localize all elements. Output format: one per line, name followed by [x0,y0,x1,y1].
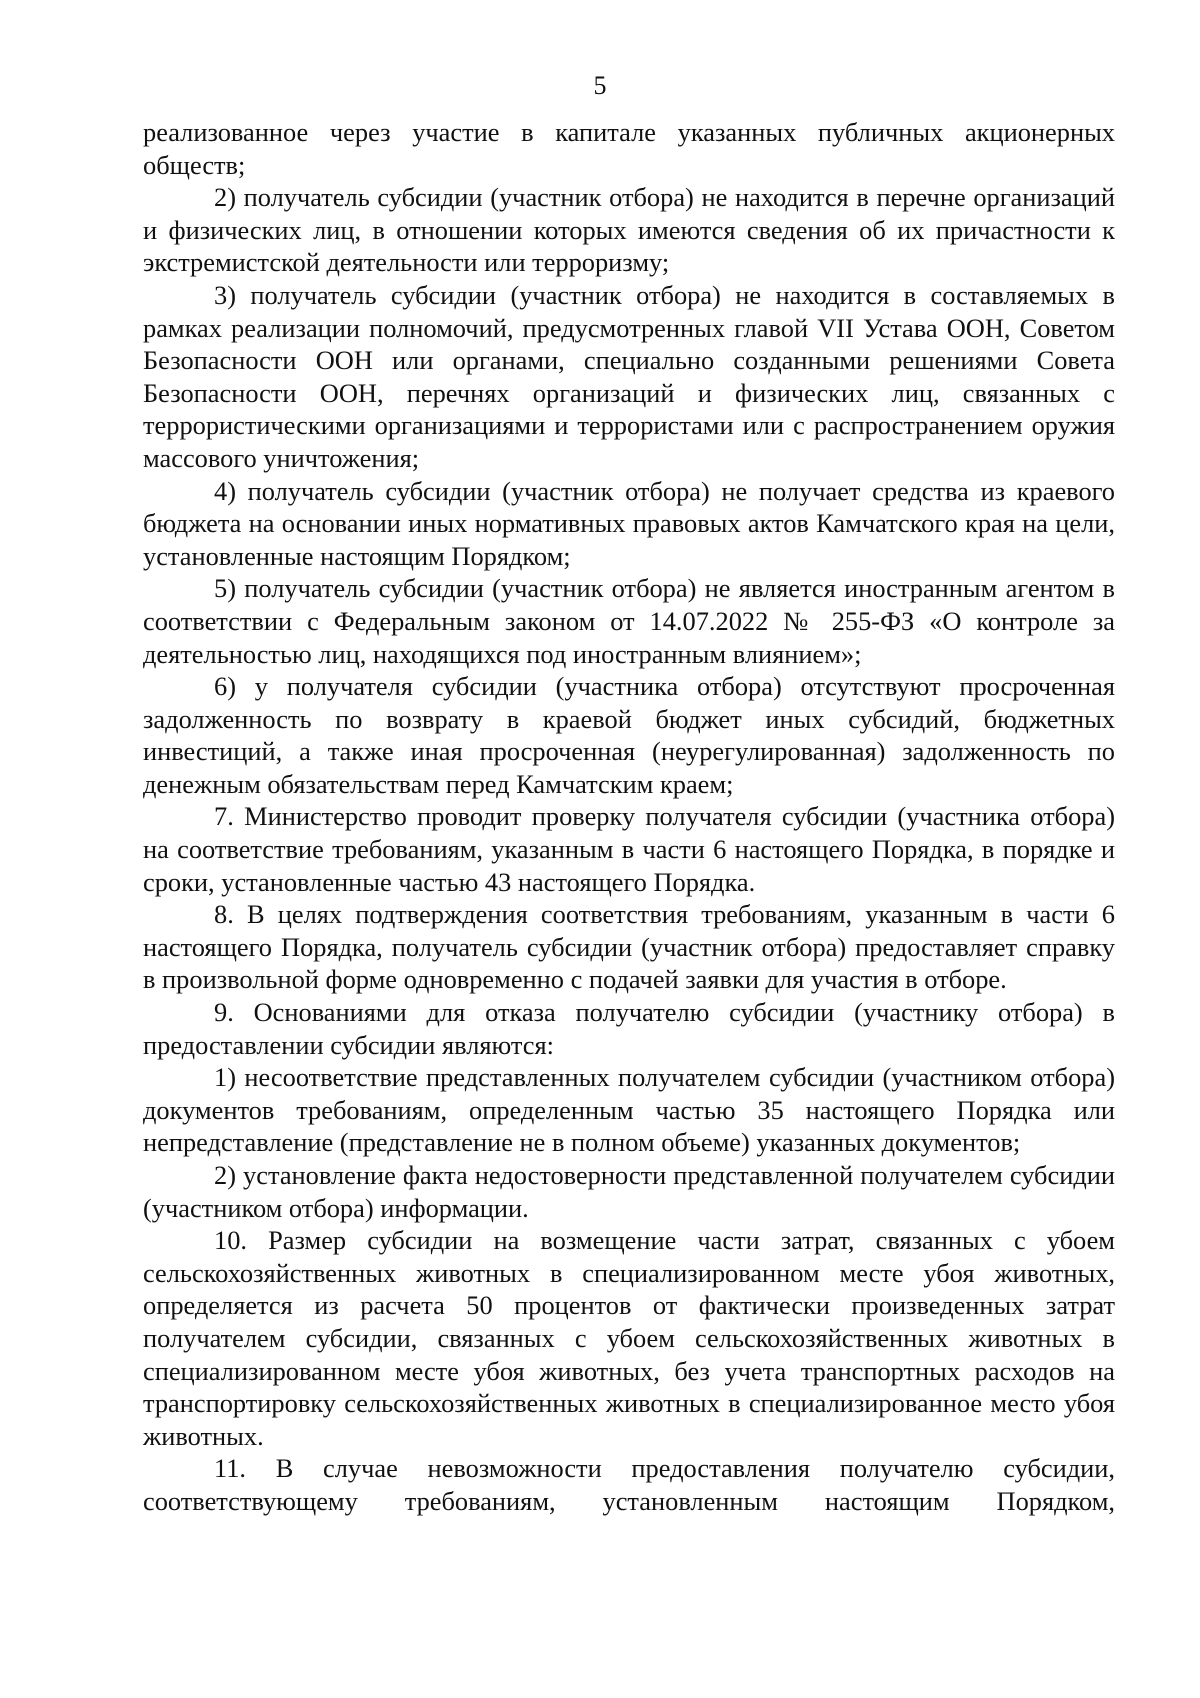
paragraph-part-8: 8. В целях подтверждения соответствия требованиям, указанным в части 6 настоящего Порядка, получатель субсидии (участник отбора) предоставляет справку в произвольной форме одновременно с подачей заявки для участия в отборе. [143,899,1115,995]
paragraph-part-11: 11. В случае невозможности предоставления получателю субсидии, соответствующему требованиям, установленным настоящим Порядком, [143,1453,1115,1516]
paragraph-item-2: 2) получатель субсидии (участник отбора) не находится в перечне организаций и физических лиц, в отношении которых имеются сведения об их причастности к экстремистской деятельности или терроризму; [143,182,1115,278]
paragraph-part-7: 7. Министерство проводит проверку получателя субсидии (участника отбора) на соответствие требованиям, указанным в части 6 настоящего Порядка, в порядке и сроки, установленные частью 43 настоящего Порядка. [143,801,1115,897]
page-number: 5 [593,71,607,100]
document-body [143,116,1115,1518]
paragraph-part-9-item-1: 1) несоответствие представленных получателем субсидии (участником отбора) документов требованиям, определенным частью 35 настоящего Порядка или непредставление (представление не в полном объеме) указанных документов; [143,1062,1115,1158]
paragraph-continuation: реализованное через участие в капитале указанных публичных акционерных обществ; [143,117,1115,180]
paragraph-part-9-item-2: 2) установление факта недостоверности представленной получателем субсидии (участником отбора) информации. [143,1160,1115,1223]
paragraph-item-5: 5) получатель субсидии (участник отбора) не является иностранным агентом в соответствии с Федеральным законом от 14.07.2022 № 255-ФЗ «О контроле за деятельностью лиц, находящихся под иностранным влиянием»; [143,573,1115,669]
paragraph-part-10: 10. Размер субсидии на возмещение части затрат, связанных с убоем сельскохозяйственных животных в специализированном месте убоя животных, определяется из расчета 50 процентов от фактически произведенных затрат получателем субсидии, связанных с убоем сельскохозяйственных животных в специализированном месте убоя животных, без учета транспортных расходов на транспортировку сельскохозяйственных животных в специализированное место убоя животных. [143,1225,1115,1451]
paragraph-item-4: 4) получатель субсидии (участник отбора) не получает средства из краевого бюджета на основании иных нормативных правовых актов Камчатского края на цели, установленные настоящим Порядком; [143,475,1115,571]
paragraph-part-9: 9. Основаниями для отказа получателю субсидии (участнику отбора) в предоставлении субсидии являются: [143,997,1115,1060]
paragraph-item-6: 6) у получателя субсидии (участника отбора) отсутствуют просроченная задолженность по возврату в краевой бюджет иных субсидий, бюджетных инвестиций, а также иная просроченная (неурегулированная) задолженность по денежным обязательствам перед Камчатским краем; [143,671,1115,799]
paragraph-item-3: 3) получатель субсидии (участник отбора) не находится в составляемых в рамках реализации полномочий, предусмотренных главой VII Устава ООН, Советом Безопасности ООН или органами, специально созданными решениями Совета Безопасности ООН, перечнях организаций и физических лиц, связанных с террористическими организациями и террористами или с распространением оружия массового уничтожения; [143,279,1115,473]
